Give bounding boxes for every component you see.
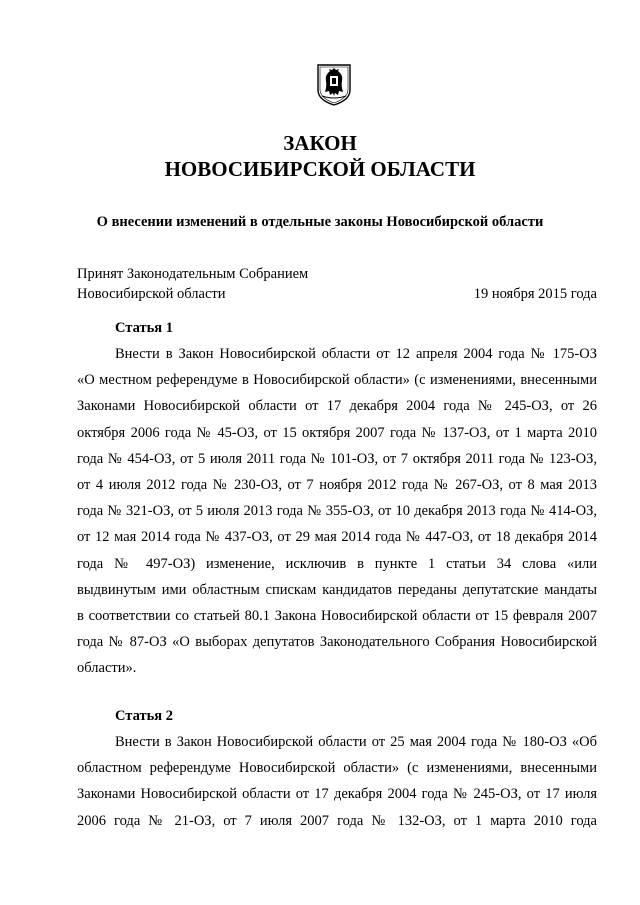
text-line: «О местном референдуме в Новосибирской области» (с изменениями, внесенными: [77, 372, 597, 389]
article-2-heading: Статья 2: [115, 708, 173, 724]
adoption-region-text: Новосибирской области: [77, 286, 226, 302]
text-line: от 4 июля 2012 года № 230-ОЗ, от 7 ноября 2012 года № 267-ОЗ, от 8 мая 2013: [77, 476, 597, 493]
text-line: области».: [77, 660, 137, 677]
text-line: года № 87-ОЗ «О выборах депутатов Законодательного Собрания Новосибирской: [77, 634, 597, 651]
law-region-title: НОВОСИБИРСКОЙ ОБЛАСТИ: [164, 157, 476, 181]
text-line: 2006 года № 21-ОЗ, от 7 июля 2007 года № 132-ОЗ, от 1 марта 2010 года: [77, 812, 597, 829]
text-line: года № 454-ОЗ, от 5 июля 2011 года № 101-ОЗ, от 7 октября 2011 года № 123-ОЗ,: [77, 450, 597, 467]
text-line: от 12 мая 2014 года № 437-ОЗ, от 29 мая 2014 года № 447-ОЗ, от 18 декабря 2014: [77, 529, 597, 546]
adoption-body-text: Принят Законодательным Собранием: [77, 266, 309, 282]
text-line: Внести в Закон Новосибирской области от 12 апреля 2004 года № 175-ОЗ: [115, 346, 597, 362]
article-2-body: [77, 729, 597, 834]
text-line: областном референдуме Новосибирской области» (с изменениями, внесенными: [77, 760, 597, 777]
article-1-body: [77, 341, 597, 681]
text-line: выдвинутым ими областным спискам кандидатов переданы депутатские мандаты: [77, 581, 597, 598]
text-line: Законами Новосибирской области от 17 декабря 2004 года № 245-ОЗ, от 17 июля: [77, 786, 597, 803]
text-line: года № 321-ОЗ, от 5 июля 2013 года № 355-ОЗ, от 10 декабря 2013 года № 414-ОЗ,: [77, 503, 597, 520]
adoption-line: [77, 284, 597, 304]
text-line: в соответствии со статьей 80.1 Закона Новосибирской области от 15 февраля 2007: [77, 607, 597, 624]
article-1-heading: Статья 1: [115, 320, 173, 336]
text-line: Законами Новосибирской области от 17 декабря 2004 года № 245-ОЗ, от 26: [77, 398, 597, 415]
law-title: ЗАКОН: [283, 131, 357, 155]
adoption-block: [77, 264, 597, 304]
adoption-date: 19 ноября 2015 года: [473, 286, 597, 302]
text-line: октября 2006 года № 45-ОЗ, от 15 октября 2007 года № 137-ОЗ, от 1 марта 2010: [77, 424, 597, 441]
coat-of-arms-icon: [316, 62, 352, 106]
text-line: Внести в Закон Новосибирской области от 25 мая 2004 года № 180-ОЗ «Об: [115, 734, 597, 750]
text-line: года № 497-ОЗ) изменение, исключив в пункте 1 статьи 34 слова «или: [77, 555, 597, 572]
adoption-line: [77, 264, 597, 284]
law-subtitle: О внесении изменений в отдельные законы Новосибирской области: [96, 214, 544, 230]
